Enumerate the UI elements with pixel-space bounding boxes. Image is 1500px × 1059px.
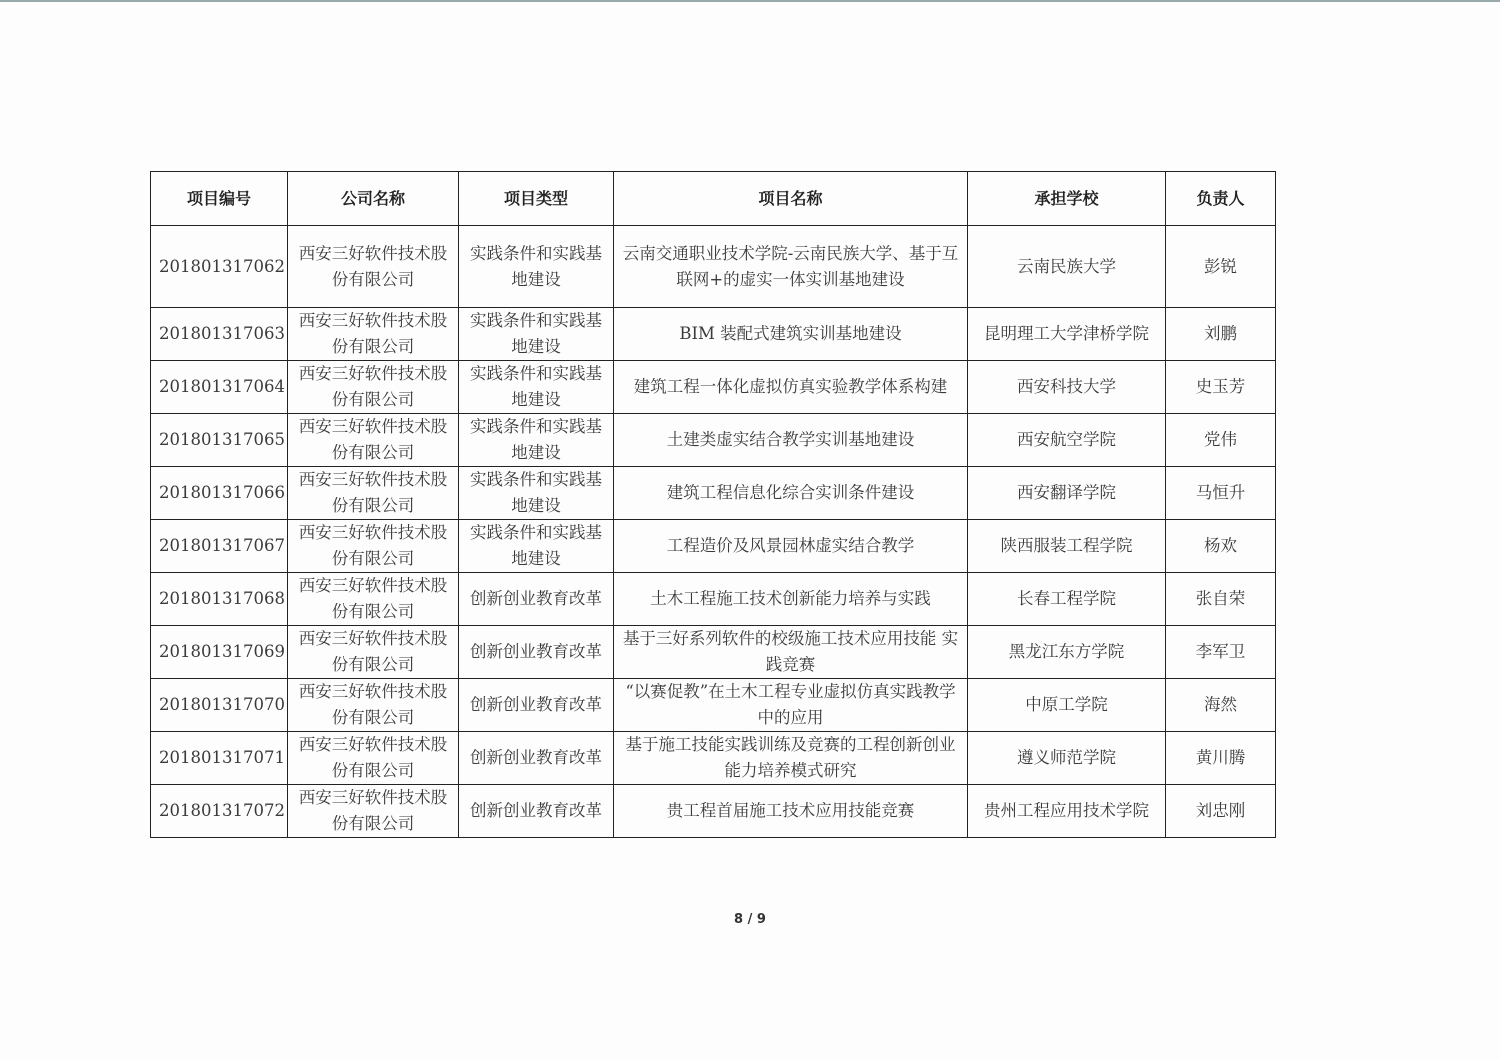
- cell-leader: 刘鹏: [1166, 308, 1276, 361]
- cell-company: 西安三好软件技术股份有限公司: [288, 520, 459, 573]
- header-type: 项目类型: [459, 172, 614, 226]
- table-row: [151, 626, 1276, 679]
- table-row: [151, 361, 1276, 414]
- cell-project-id: 201801317062: [151, 226, 288, 308]
- cell-school: 遵义师范学院: [968, 732, 1166, 785]
- cell-company: 西安三好软件技术股份有限公司: [288, 679, 459, 732]
- cell-school: 陕西服装工程学院: [968, 520, 1166, 573]
- cell-company: 西安三好软件技术股份有限公司: [288, 361, 459, 414]
- cell-type: 实践条件和实践基地建设: [459, 520, 614, 573]
- cell-leader: 李军卫: [1166, 626, 1276, 679]
- table-header-row: [151, 172, 1276, 226]
- cell-project-id: 201801317065: [151, 414, 288, 467]
- cell-leader: 张自荣: [1166, 573, 1276, 626]
- cell-company: 西安三好软件技术股份有限公司: [288, 226, 459, 308]
- cell-project-name: 建筑工程一体化虚拟仿真实验教学体系构建: [614, 361, 968, 414]
- cell-school: 黑龙江东方学院: [968, 626, 1166, 679]
- cell-project-name: 基于施工技能实践训练及竞赛的工程创新创业能力培养模式研究: [614, 732, 968, 785]
- cell-company: 西安三好软件技术股份有限公司: [288, 626, 459, 679]
- table-row: [151, 414, 1276, 467]
- cell-leader: 党伟: [1166, 414, 1276, 467]
- cell-project-id: 201801317067: [151, 520, 288, 573]
- cell-school: 西安科技大学: [968, 361, 1166, 414]
- cell-project-id: 201801317064: [151, 361, 288, 414]
- cell-project-id: 201801317066: [151, 467, 288, 520]
- cell-project-name: 建筑工程信息化综合实训条件建设: [614, 467, 968, 520]
- cell-leader: 杨欢: [1166, 520, 1276, 573]
- cell-school: 西安翻译学院: [968, 467, 1166, 520]
- cell-type: 创新创业教育改革: [459, 732, 614, 785]
- cell-company: 西安三好软件技术股份有限公司: [288, 732, 459, 785]
- header-project-id: 项目编号: [151, 172, 288, 226]
- cell-project-name: “以赛促教”在土木工程专业虚拟仿真实践教学中的应用: [614, 679, 968, 732]
- cell-school: 云南民族大学: [968, 226, 1166, 308]
- cell-leader: 黄川腾: [1166, 732, 1276, 785]
- cell-company: 西安三好软件技术股份有限公司: [288, 785, 459, 838]
- table-row: [151, 785, 1276, 838]
- cell-project-name: 土建类虚实结合教学实训基地建设: [614, 414, 968, 467]
- cell-type: 实践条件和实践基地建设: [459, 308, 614, 361]
- cell-company: 西安三好软件技术股份有限公司: [288, 414, 459, 467]
- cell-project-id: 201801317068: [151, 573, 288, 626]
- header-company: 公司名称: [288, 172, 459, 226]
- cell-leader: 海然: [1166, 679, 1276, 732]
- cell-school: 中原工学院: [968, 679, 1166, 732]
- cell-type: 实践条件和实践基地建设: [459, 414, 614, 467]
- cell-type: 实践条件和实践基地建设: [459, 361, 614, 414]
- cell-company: 西安三好软件技术股份有限公司: [288, 308, 459, 361]
- cell-school: 贵州工程应用技术学院: [968, 785, 1166, 838]
- scan-edge: [0, 0, 1500, 2]
- cell-type: 创新创业教育改革: [459, 785, 614, 838]
- table-row: [151, 520, 1276, 573]
- cell-type: 创新创业教育改革: [459, 573, 614, 626]
- cell-company: 西安三好软件技术股份有限公司: [288, 467, 459, 520]
- cell-project-name: 工程造价及风景园林虚实结合教学: [614, 520, 968, 573]
- cell-leader: 彭锐: [1166, 226, 1276, 308]
- project-table: [150, 171, 1276, 838]
- header-leader: 负责人: [1166, 172, 1276, 226]
- cell-project-name: 云南交通职业技术学院-云南民族大学、基于互联网+的虚实一体实训基地建设: [614, 226, 968, 308]
- table-row: [151, 573, 1276, 626]
- cell-project-id: 201801317070: [151, 679, 288, 732]
- cell-project-name: 基于三好系列软件的校级施工技术应用技能 实践竞赛: [614, 626, 968, 679]
- cell-leader: 史玉芳: [1166, 361, 1276, 414]
- cell-school: 长春工程学院: [968, 573, 1166, 626]
- cell-type: 创新创业教育改革: [459, 626, 614, 679]
- cell-type: 实践条件和实践基地建设: [459, 467, 614, 520]
- cell-project-id: 201801317069: [151, 626, 288, 679]
- cell-type: 创新创业教育改革: [459, 679, 614, 732]
- cell-project-name: 土木工程施工技术创新能力培养与实践: [614, 573, 968, 626]
- table-row: [151, 732, 1276, 785]
- table-row: [151, 226, 1276, 308]
- header-school: 承担学校: [968, 172, 1166, 226]
- cell-leader: 马恒升: [1166, 467, 1276, 520]
- table-row: [151, 679, 1276, 732]
- table-row: [151, 308, 1276, 361]
- cell-project-id: 201801317072: [151, 785, 288, 838]
- table-row: [151, 467, 1276, 520]
- cell-project-name: BIM 装配式建筑实训基地建设: [614, 308, 968, 361]
- cell-leader: 刘忠刚: [1166, 785, 1276, 838]
- cell-school: 昆明理工大学津桥学院: [968, 308, 1166, 361]
- cell-company: 西安三好软件技术股份有限公司: [288, 573, 459, 626]
- cell-type: 实践条件和实践基地建设: [459, 226, 614, 308]
- cell-school: 西安航空学院: [968, 414, 1166, 467]
- cell-project-name: 贵工程首届施工技术应用技能竞赛: [614, 785, 968, 838]
- cell-project-id: 201801317071: [151, 732, 288, 785]
- page-number: 8 / 9: [734, 912, 766, 927]
- cell-project-id: 201801317063: [151, 308, 288, 361]
- header-project-name: 项目名称: [614, 172, 968, 226]
